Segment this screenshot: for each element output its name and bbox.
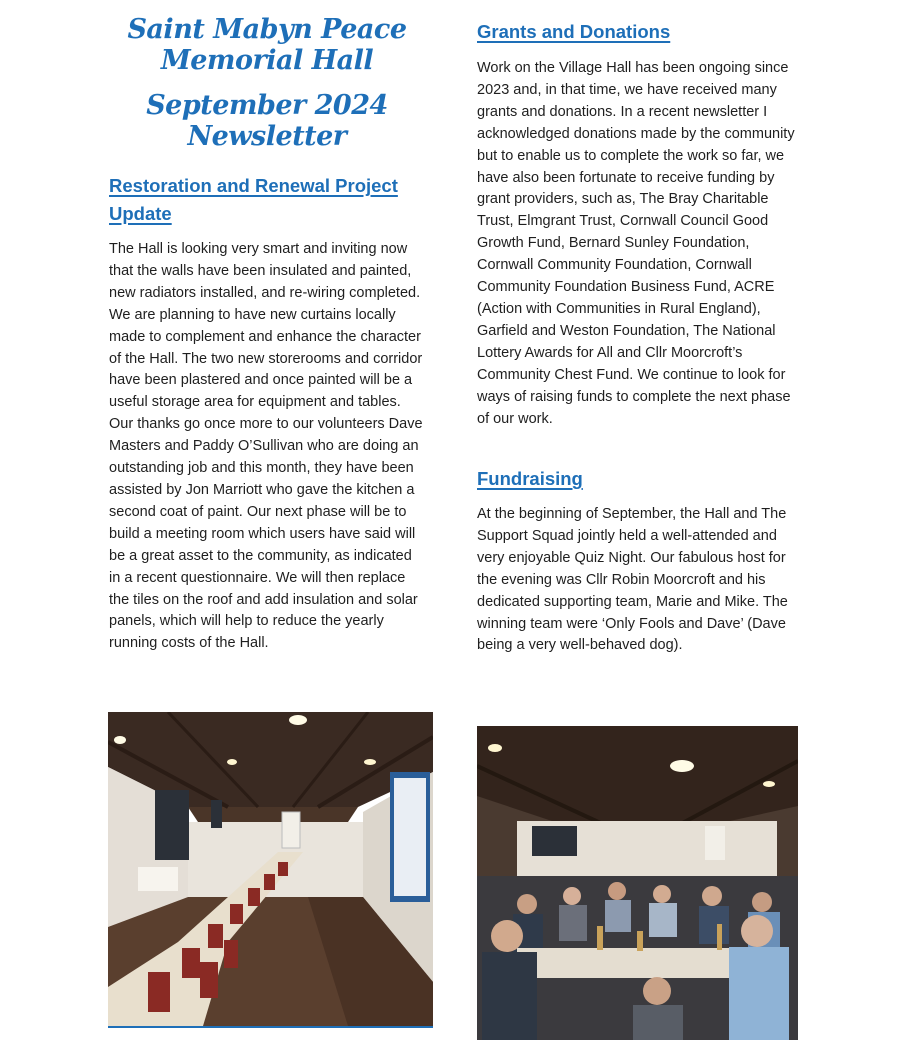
fundraising-heading: Fundraising — [477, 468, 583, 489]
newsletter-title — [109, 14, 425, 152]
grants-heading: Grants and Donations — [477, 21, 671, 42]
photo-rule — [108, 1026, 433, 1028]
title-line-4: Newsletter — [187, 121, 347, 152]
quiz-night-photo — [477, 726, 798, 1040]
fundraising-body: At the beginning of September, the Hall and The Support Squad jointly held a well-attended and very enjoyable Quiz Night. Our fabulous host for the evening was Cllr Robin Moorcroft and his dedicated supporting team, Marie and Mike. The winning team were ‘Only Fools and Dave’ (Dave being a very well-behaved dog). — [477, 506, 788, 654]
title-line-1: Saint Mabyn Peace — [127, 14, 407, 45]
title-line-2: Memorial Hall — [160, 45, 374, 76]
title-line-3: September 2024 — [146, 90, 388, 121]
restoration-body: The Hall is looking very smart and inviting now that the walls have been insulated and painted, new radiators installed, and re-wiring completed. We are planning to have new curtains locally made to complement and enhance the character of the Hall. The two new storerooms and corridor have been plastered and once painted will be a useful storage area for equipment and tables. Our thanks go once more to our volunteers Dave Masters and Paddy O’Sullivan who are doing an outstanding job and this month, they have been assisted by Jon Marriott who gave the kitchen a second coat of paint. Our next phase will be to build a meeting room which users have said will be a great asset to the community, as indicated in a recent questionnaire. We will then replace the tiles on the roof and add insulation and solar panels, which will help to reduce the yearly running costs of the Hall. — [109, 241, 423, 652]
grants-body: Work on the Village Hall has been ongoing since 2023 and, in that time, we have received many grants and donations. In a recent newsletter I acknowledged donations made by the community but to enable us to complete the work so far, we have also been fortunate to receive funding by grant providers, such as, The Bray Charitable Trust, Elmgrant Trust, Cornwall Council Good Growth Fund, Bernard Sunley Foundation, Cornwall Community Foundation, Cornwall Community Foundation Business Fund, ACRE (Action with Communities in Rural England), Garfield and Weston Foundation, The National Lottery Awards for All and Cllr Moorcroft’s Community Chest Fund. We continue to look for ways of raising funds to complete the next phase of our work. — [477, 60, 795, 427]
hall-interior-photo — [108, 712, 433, 1026]
restoration-heading: Restoration and Renewal Project Update — [109, 175, 398, 224]
